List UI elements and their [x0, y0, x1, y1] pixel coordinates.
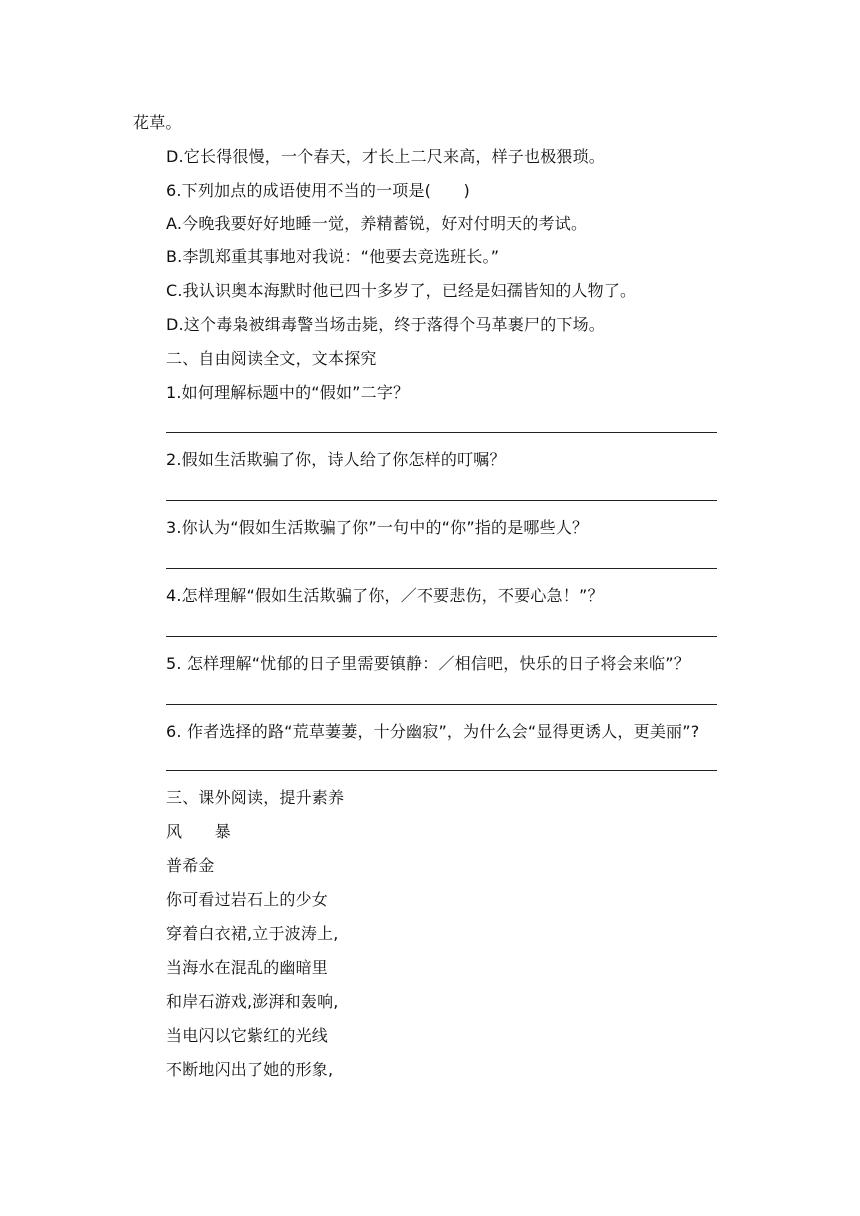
- continuation-text: 花草。: [133, 113, 182, 132]
- answer-line-4[interactable]: [166, 636, 717, 637]
- question-6-option-a: A.今晚我要好好地睡一觉，养精蓄锐，好对付明天的考试。: [166, 214, 588, 233]
- section-2-heading: 二、自由阅读全文，文本探究: [166, 349, 377, 368]
- section-2-question-3: 3.你认为“假如生活欺骗了你”一句中的“你”指的是哪些人？: [166, 518, 589, 537]
- answer-line-3[interactable]: [166, 568, 717, 569]
- section-2-question-5: 5. 怎样理解“忧郁的日子里需要镇静：／相信吧，快乐的日子将会来临”？: [166, 654, 690, 673]
- poem-line: 你可看过岩石上的少女: [166, 890, 329, 909]
- poem-author: 普希金: [166, 856, 215, 875]
- answer-line-6[interactable]: [166, 770, 717, 771]
- option-d-previous: D.它长得很慢，一个春天，才长上二尺来高，样子也极猥琐。: [166, 147, 606, 166]
- section-3-heading: 三、课外阅读，提升素养: [166, 788, 345, 807]
- poem-line: 当电闪以它紫红的光线: [166, 1026, 329, 1045]
- section-2-question-4: 4.怎样理解“假如生活欺骗了你，／不要悲伤，不要心急！”？: [166, 586, 604, 605]
- question-6-option-c: C.我认识奥本海默时他已四十多岁了，已经是妇孺皆知的人物了。: [166, 281, 637, 300]
- question-6-prompt: 6.下列加点的成语使用不当的一项是( ): [166, 181, 470, 200]
- poem-line: 穿着白衣裙,立于波涛上,: [166, 924, 339, 943]
- section-2-question-1: 1.如何理解标题中的“假如”二字？: [166, 383, 410, 402]
- question-6-option-d: D.这个毒枭被缉毒警当场击毙，终于落得个马革裹尸的下场。: [166, 315, 606, 334]
- poem-line: 和岸石游戏,澎湃和轰响,: [166, 992, 339, 1011]
- poem-line: 不断地闪出了她的形象,: [166, 1060, 334, 1079]
- answer-line-1[interactable]: [166, 432, 717, 433]
- poem-title: 风 暴: [166, 822, 231, 841]
- answer-line-5[interactable]: [166, 704, 717, 705]
- poem-line: 当海水在混乱的幽暗里: [166, 958, 329, 977]
- question-6-option-b: B.李凯郑重其事地对我说：“他要去竞选班长。”: [166, 247, 500, 266]
- section-2-question-6: 6. 作者选择的路“荒草萋萋，十分幽寂”，为什么会“显得更诱人，更美丽”?: [166, 722, 700, 741]
- answer-line-2[interactable]: [166, 500, 717, 501]
- section-2-question-2: 2.假如生活欺骗了你，诗人给了你怎样的叮嘱？: [166, 450, 506, 469]
